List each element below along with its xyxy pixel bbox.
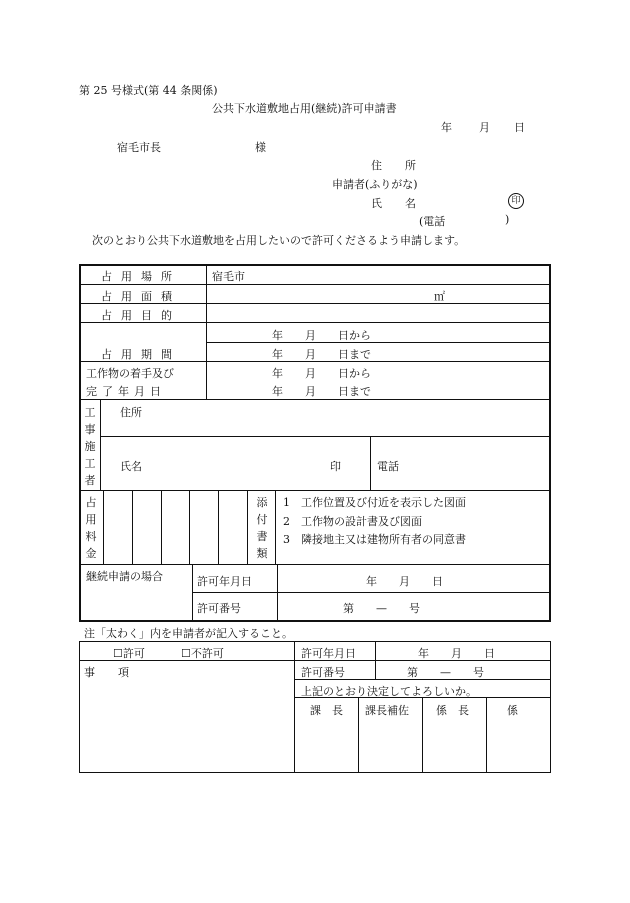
contractor-label: 工事施工者 (84, 406, 96, 487)
decision-text: 上記のとおり決定してよろしいか。 (301, 685, 477, 698)
permit-number-value: 第 — 号 (343, 602, 420, 615)
stamp-staff: 係 (507, 704, 518, 717)
office-permit-number-label: 許可番号 (301, 666, 345, 679)
purpose-label: 占用目的 (101, 309, 181, 322)
period-label: 占用期間 (101, 348, 181, 361)
work-label-2: 完了年月日 (86, 385, 166, 398)
date-year: 年 (441, 121, 452, 134)
form-title: 公共下水道敷地占用(継続)許可申請書 (212, 102, 397, 115)
phone-label: (電話 (419, 215, 446, 228)
attachment-item: 1 工作位置及び付近を表示した図面 (283, 496, 466, 509)
contractor-seal: 印 (330, 460, 341, 473)
work-to: 年 月 日まで (272, 385, 371, 398)
fee-label: 占用料金 (85, 496, 97, 560)
date-month: 月 (479, 121, 490, 134)
permit-date-value: 年 月 日 (366, 575, 443, 588)
note-text: 注「太わく」内を申請者が記入すること。 (84, 627, 293, 640)
work-label-1: 工作物の着手及び (86, 367, 174, 380)
date-day: 日 (514, 121, 525, 134)
address-label: 住 所 (371, 159, 422, 172)
request-text: 次のとおり公共下水道敷地を占用したいので許可くださるよう申請します。 (92, 234, 466, 247)
addressee: 宿毛市長 (117, 141, 161, 154)
matter-label: 事 項 (84, 666, 135, 679)
attachment-item: 3 隣接地主又は建物所有者の同意書 (283, 533, 466, 546)
form-number: 第 25 号様式(第 44 条関係) (79, 84, 218, 97)
permit-date-label: 許可年月日 (197, 575, 252, 588)
period-from: 年 月 日から (272, 329, 371, 342)
applicant-label: 申請者(ふりがな) (332, 178, 418, 191)
location-value: 宿毛市 (212, 270, 245, 283)
phone-close: ) (505, 213, 510, 226)
attachment-item: 2 工作物の設計書及び図面 (283, 515, 422, 528)
office-permit-number-value: 第 — 号 (407, 666, 484, 679)
honorific: 様 (255, 141, 266, 154)
period-to: 年 月 日まで (272, 348, 371, 361)
stamp-unit-chief: 係 長 (436, 704, 469, 717)
contractor-phone-label: 電話 (377, 460, 399, 473)
office-permit-date-label: 許可年月日 (301, 647, 356, 660)
permit-number-label: 許可番号 (197, 602, 241, 615)
renewal-label: 継続申請の場合 (86, 570, 163, 583)
location-label: 占用場所 (101, 270, 181, 283)
work-from: 年 月 日から (272, 367, 371, 380)
area-unit: ㎡ (434, 290, 445, 303)
name-label: 氏 名 (371, 197, 422, 210)
stamp-section-chief: 課 長 (310, 704, 343, 717)
seal-mark: 印 (508, 193, 524, 209)
area-label: 占用面積 (101, 290, 181, 303)
attach-label: 添付書類 (256, 496, 268, 560)
permit-checkbox[interactable]: ☐許可 (113, 647, 145, 660)
deny-checkbox[interactable]: ☐不許可 (181, 647, 224, 660)
stamp-assistant-chief: 課長補佐 (365, 704, 409, 717)
office-permit-date-value: 年 月 日 (418, 647, 495, 660)
contractor-name-label: 氏名 (120, 460, 142, 473)
contractor-address-label: 住所 (120, 406, 142, 419)
